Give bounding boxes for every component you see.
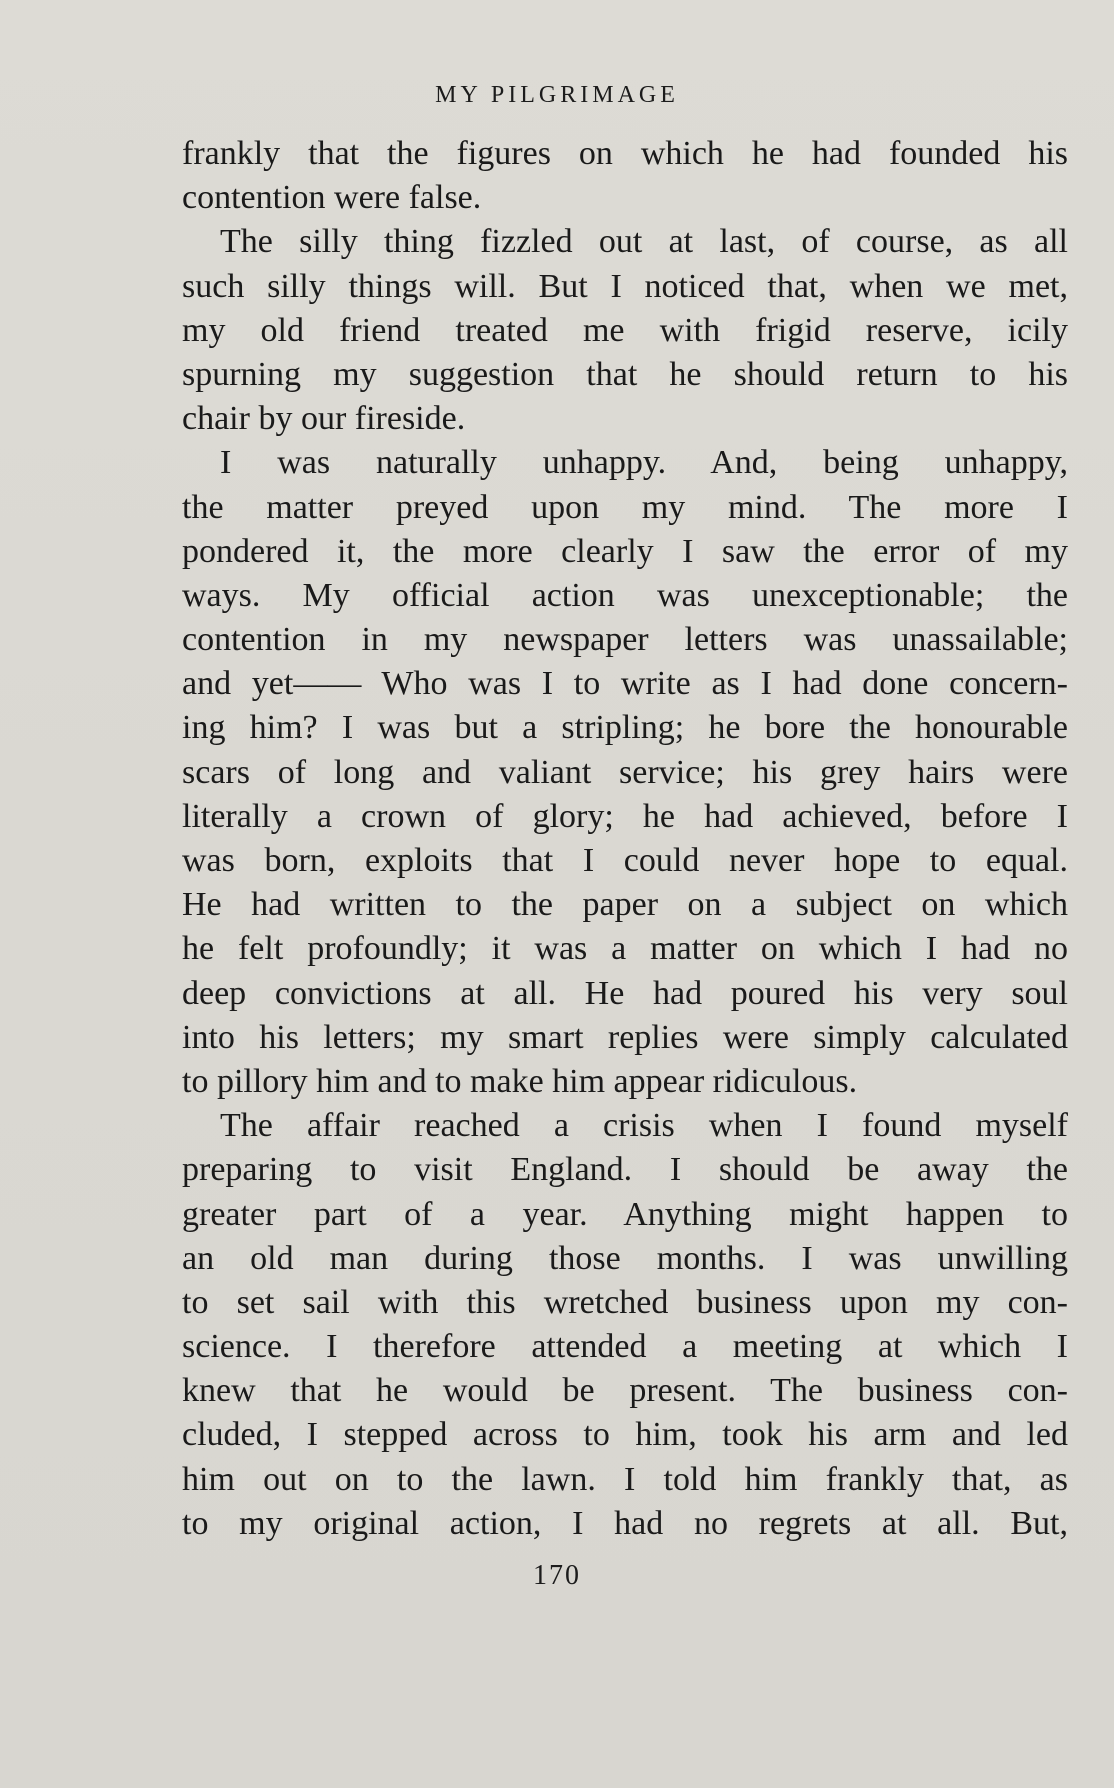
text-line: greater part of a year. Anything might happen to: [182, 1195, 1068, 1233]
text-line: spurning my suggestion that he should return to his: [182, 355, 1068, 393]
text-line: ing him? I was but a stripling; he bore the honourable: [182, 709, 1068, 747]
body-text: [182, 132, 1068, 1546]
text-line: contention in my newspaper letters was unassailable;: [182, 621, 1068, 659]
text-line: deep convictions at all. He had poured his very soul: [182, 974, 1068, 1012]
text-line: science. I therefore attended a meeting at which I: [182, 1328, 1068, 1366]
text-line: He had written to the paper on a subject on which: [182, 886, 1068, 924]
text-line: the matter preyed upon my mind. The more I: [182, 488, 1068, 526]
text-line: to pillory him and to make him appear ridiculous.: [182, 1062, 858, 1100]
text-line: preparing to visit England. I should be away the: [182, 1151, 1068, 1189]
text-line: The silly thing fizzled out at last, of course, as all: [220, 223, 1068, 261]
running-head: MY PILGRIMAGE: [435, 82, 679, 108]
text-line: I was naturally unhappy. And, being unhappy,: [220, 444, 1068, 482]
text-line: him out on to the lawn. I told him frankly that, as: [182, 1460, 1068, 1498]
text-line: into his letters; my smart replies were simply calculated: [182, 1018, 1068, 1056]
text-line: pondered it, the more clearly I saw the error of my: [182, 532, 1068, 570]
text-line: he felt profoundly; it was a matter on which I had no: [182, 930, 1068, 968]
text-line: to set sail with this wretched business upon my con-: [182, 1283, 1068, 1321]
text-line: ways. My official action was unexceptionable; the: [182, 576, 1068, 614]
text-line: The affair reached a crisis when I found myself: [220, 1107, 1068, 1145]
text-line: literally a crown of glory; he had achieved, before I: [182, 797, 1068, 835]
text-line: frankly that the figures on which he had founded his: [182, 135, 1068, 172]
text-line: contention were false.: [182, 179, 482, 217]
text-line: was born, exploits that I could never hope to equal.: [182, 842, 1068, 879]
page-number: 170: [533, 1560, 581, 1591]
text-line: chair by our fireside.: [182, 400, 466, 438]
text-line: knew that he would be present. The business con-: [182, 1372, 1068, 1410]
text-line: and yet—— Who was I to write as I had done concern-: [182, 665, 1068, 703]
text-line: scars of long and valiant service; his grey hairs were: [182, 753, 1068, 791]
text-line: my old friend treated me with frigid reserve, icily: [182, 311, 1068, 349]
text-line: an old man during those months. I was unwilling: [182, 1239, 1068, 1277]
text-line: to my original action, I had no regrets at all. But,: [182, 1504, 1068, 1542]
text-line: such silly things will. But I noticed that, when we met,: [182, 267, 1068, 305]
text-line: cluded, I stepped across to him, took his arm and led: [182, 1416, 1068, 1454]
